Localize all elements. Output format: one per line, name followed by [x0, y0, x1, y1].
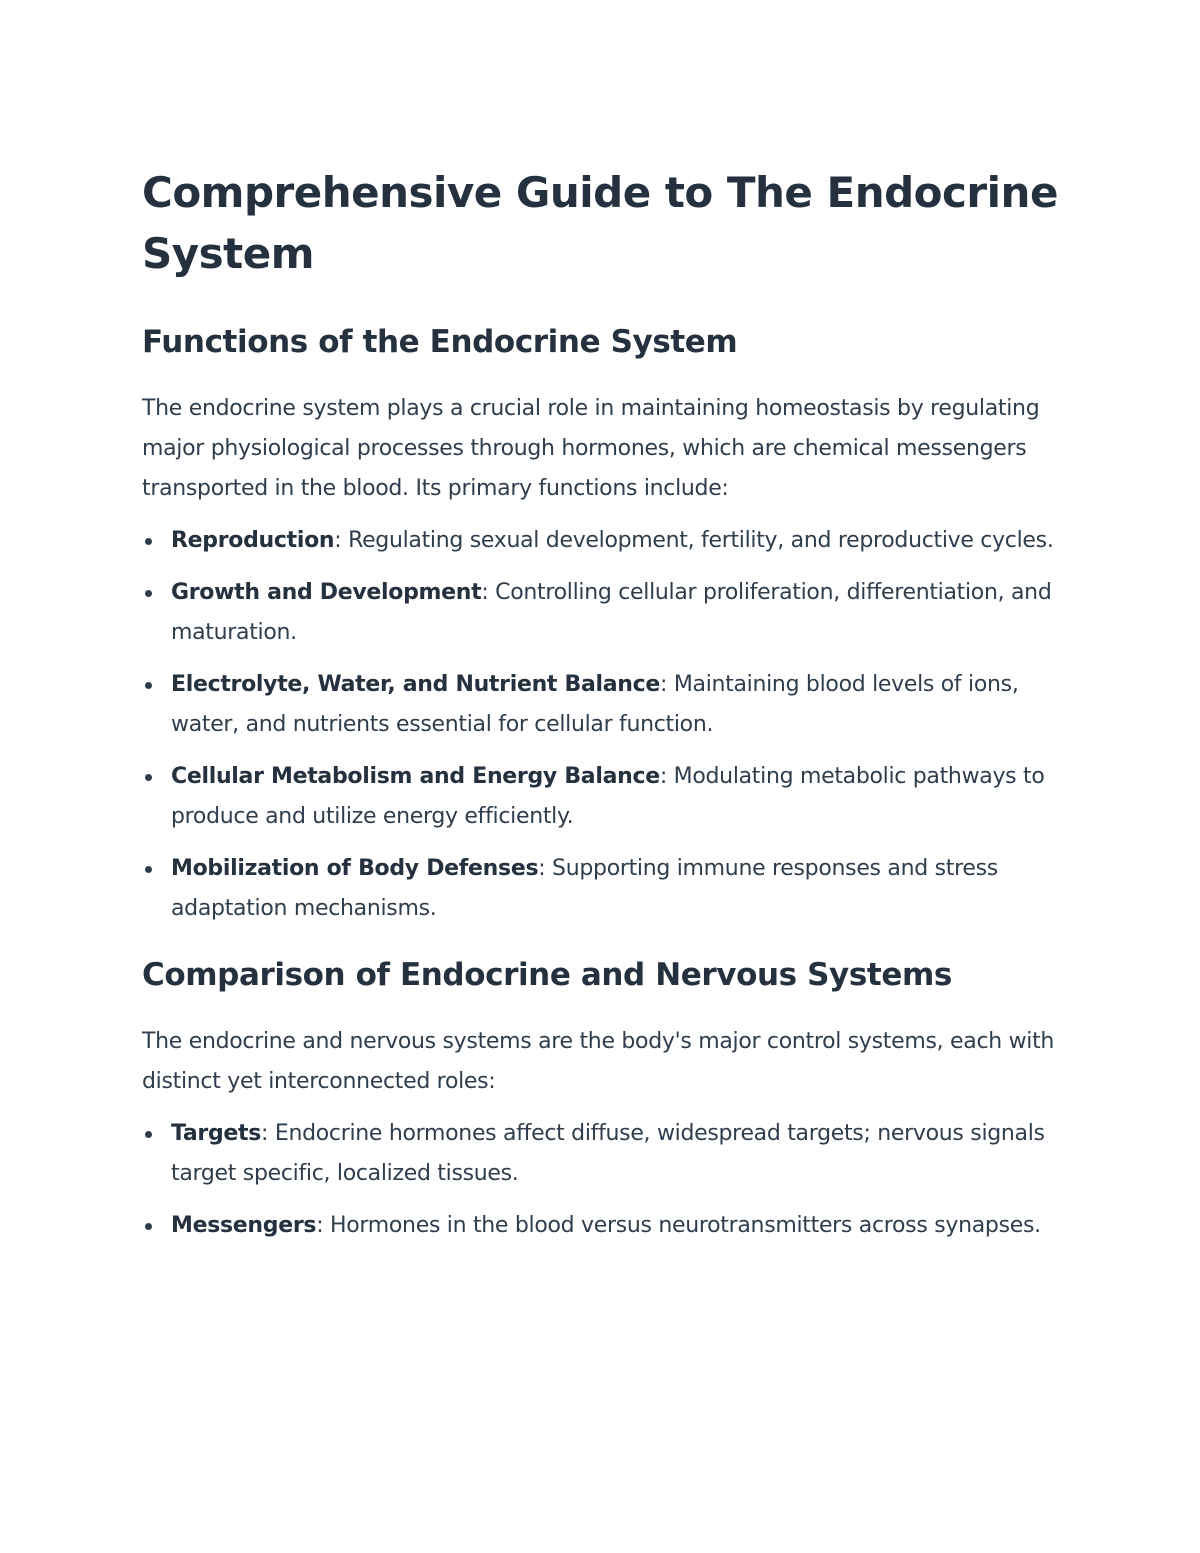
list-item-text: : Hormones in the blood versus neurotransmitters across synapses. — [316, 1213, 1041, 1238]
list-item — [142, 665, 1072, 745]
section-heading-functions: Functions of the Endocrine System — [142, 324, 738, 360]
list-item-text: : Regulating sexual development, fertility, and reproductive cycles. — [334, 528, 1054, 553]
list-item-text: : Modulating metabolic pathways to produce and utilize energy efficiently. — [171, 764, 1045, 829]
list-item-text: : Supporting immune responses and stress adaptation mechanisms. — [171, 856, 998, 921]
bullet-icon — [145, 682, 152, 689]
list-item-text: : Controlling cellular proliferation, differentiation, and maturation. — [171, 580, 1052, 645]
bullet-icon — [145, 538, 152, 545]
section-intro-comparison: The endocrine and nervous systems are the body's major control systems, each with distinct yet interconnected roles: — [142, 1029, 1055, 1094]
section-intro-functions: The endocrine system plays a crucial role in maintaining homeostasis by regulating major physiological processes through hormones, which are chemical messengers transported in the blood. Its primary functions include: — [142, 396, 1040, 501]
list-item — [142, 573, 1072, 653]
functions-list — [142, 521, 1072, 929]
section-heading-comparison: Comparison of Endocrine and Nervous Systems — [142, 957, 952, 993]
list-item-term: Reproduction — [171, 528, 335, 553]
list-item-text: : Endocrine hormones affect diffuse, widespread targets; nervous signals target specific, localized tissues. — [171, 1121, 1045, 1186]
list-item-term: Electrolyte, Water, and Nutrient Balance — [171, 672, 661, 697]
bullet-icon — [145, 774, 152, 781]
bullet-icon — [145, 1131, 152, 1138]
bullet-icon — [145, 866, 152, 873]
comparison-list — [142, 1114, 1072, 1246]
document-page — [142, 162, 1072, 1258]
list-item-term: Messengers — [171, 1213, 317, 1238]
page-title: Comprehensive Guide to The Endocrine System — [142, 168, 1058, 278]
bullet-icon — [145, 1223, 152, 1230]
list-item — [142, 849, 1072, 929]
list-item — [142, 521, 1072, 561]
bullet-icon — [145, 590, 152, 597]
list-item-term: Cellular Metabolism and Energy Balance — [171, 764, 660, 789]
list-item — [142, 757, 1072, 837]
list-item-term: Growth and Development — [171, 580, 482, 605]
list-item-term: Mobilization of Body Defenses — [171, 856, 539, 881]
list-item-text: : Maintaining blood levels of ions, water, and nutrients essential for cellular function. — [171, 672, 1019, 737]
list-item-term: Targets — [171, 1121, 262, 1146]
list-item — [142, 1114, 1072, 1194]
list-item — [142, 1206, 1072, 1246]
